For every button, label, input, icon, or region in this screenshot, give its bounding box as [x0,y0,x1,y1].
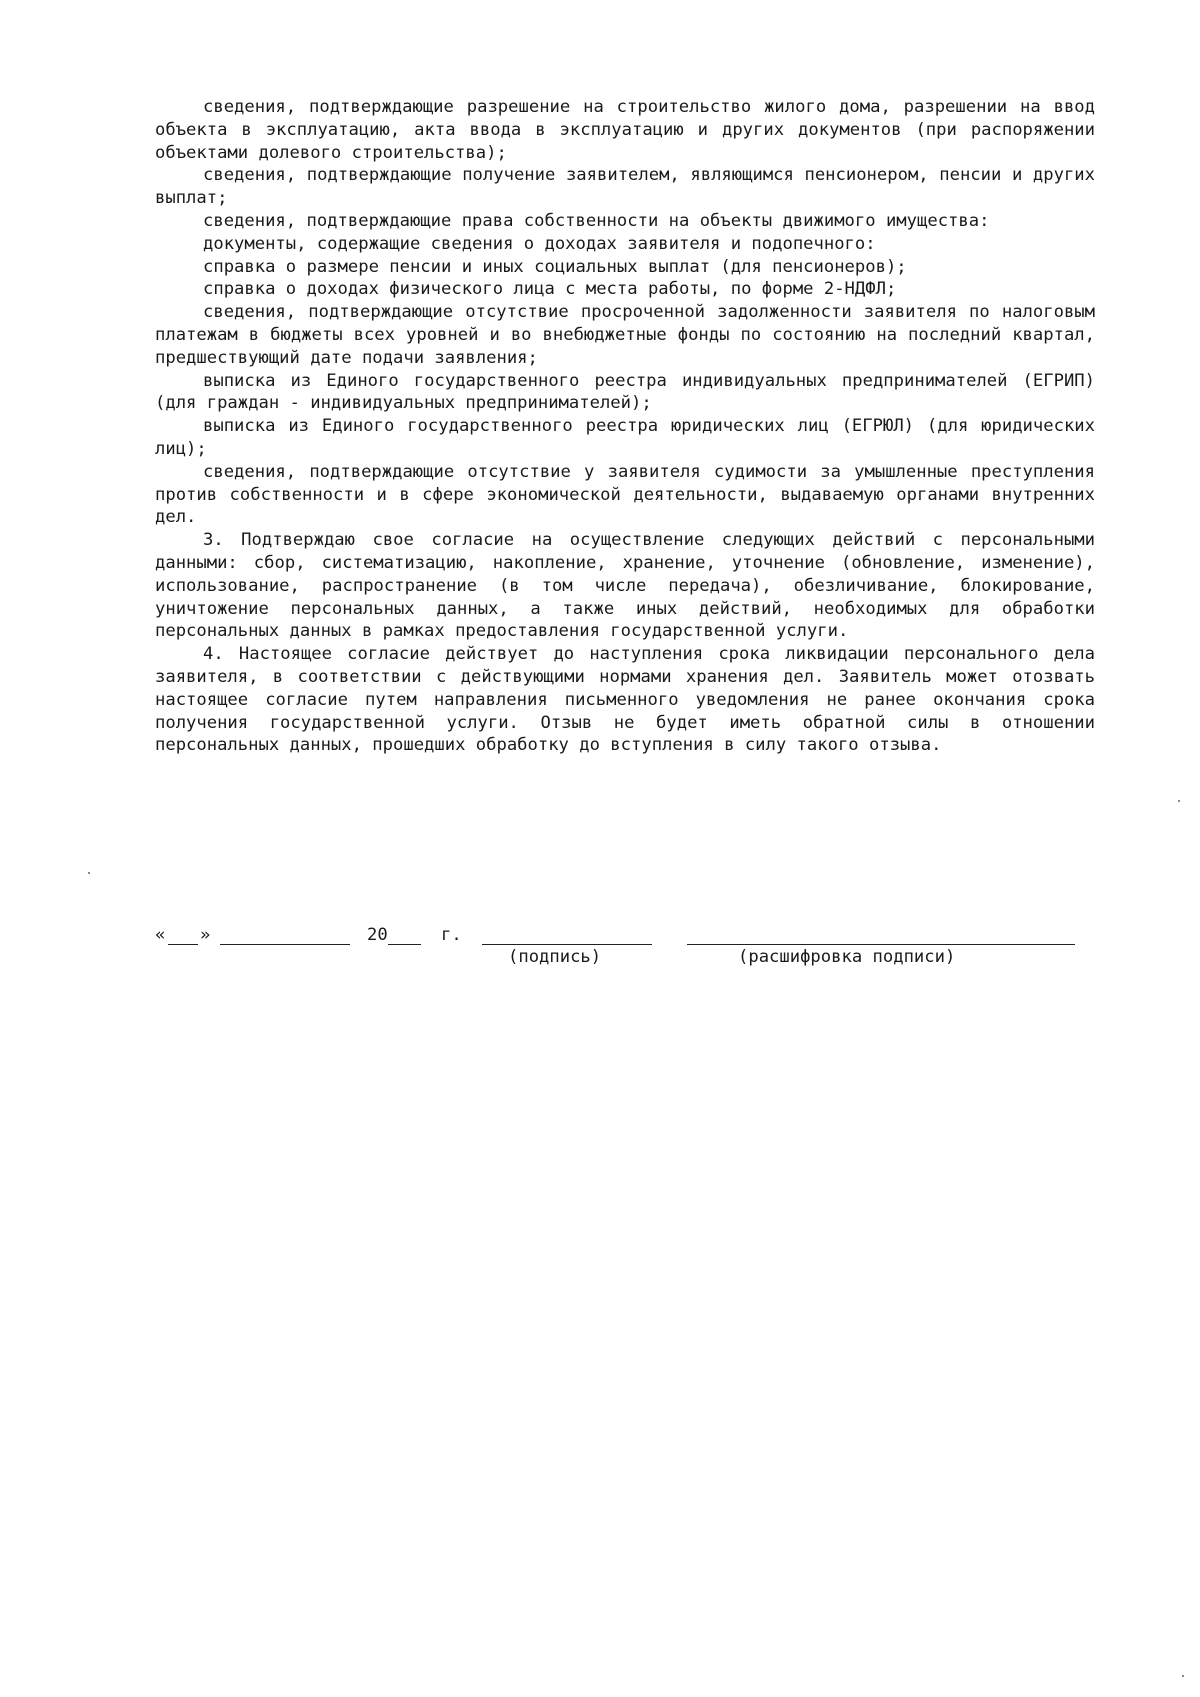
day-blank-line [168,944,198,945]
paragraph-consent-validity: 4. Настоящее согласие действует до наступления срока ликвидации персонального дела заявителя, в соответствии с действующими нормами хранения дел. Заявитель может отозвать настоящее согласие путем направления письменного уведомления не ранее окончания срока получения государственной услуги. Отзыв не будет иметь обратной силы в отношении персональных данных, прошедших обработку до вступления в силу такого отзыва. [155,644,1095,756]
paragraph-movable-property: сведения, подтверждающие права собственности на объекты движимого имущества: [203,210,990,231]
signature-blank-line [482,944,652,945]
scan-speck [88,872,90,874]
date-quote-open: « [155,925,166,945]
scan-speck [1178,800,1180,802]
year-blank-line [388,944,421,945]
paragraph-consent-actions: 3. Подтверждаю свое согласие на осуществление следующих действий с персональными данными: сбор, систематизацию, накопление, хранение, уточнение (обновление, изменение), использование, распространение (в том числе передача), обезличивание, блокирование, уничтожение персональных данных, а также иных действий, необходимых для обработки персональных данных в рамках предоставления государственной услуги. [155,530,1095,642]
paragraph-egrip-extract: выписка из Единого государственного реестра индивидуальных предпринимателей (ЕГРИП) (для граждан - индивидуальных предпринимателей); [155,370,1095,414]
paragraph-tax-debt: сведения, подтверждающие отсутствие просроченной задолженности заявителя по налоговым платежам в бюджеты всех уровней и во внебюджетные фонды по состоянию на последний квартал, предшествующий дате подачи заявления; [155,302,1095,368]
year-prefix: 20 [367,925,388,945]
signature-decode-caption: (расшифровка подписи) [738,947,956,967]
signature-caption: (подпись) [508,947,602,967]
date-quote-close: » [200,925,211,945]
document-body [155,96,1095,757]
paragraph-ndfl-certificate: справка о доходах физического лица с места работы, по форме 2-НДФЛ; [203,279,897,300]
signature-block [155,925,1095,985]
paragraph-income-documents: документы, содержащие сведения о доходах заявителя и подопечного: [203,233,876,254]
paragraph-pension-info: сведения, подтверждающие получение заявителем, являющимся пенсионером, пенсии и других выплат; [155,165,1095,209]
scan-speck [1182,1675,1184,1677]
paragraph-pension-certificate: справка о размере пенсии и иных социальных выплат (для пенсионеров); [203,256,907,277]
paragraph-criminal-record: сведения, подтверждающие отсутствие у заявителя судимости за умышленные преступления против собственности и в сфере экономической деятельности, выдаваемую органами внутренних дел. [155,461,1095,528]
year-suffix: г. [441,925,462,945]
paragraph-construction-permits: сведения, подтверждающие разрешение на строительство жилого дома, разрешении на ввод объекта в эксплуатацию, акта ввода в эксплуатацию и других документов (при распоряжении объектами долевого строительства); [155,97,1095,163]
month-blank-line [220,944,350,945]
signature-decode-blank-line [687,944,1075,945]
paragraph-egrul-extract: выписка из Единого государственного реестра юридических лиц (ЕГРЮЛ) (для юридических лиц); [155,416,1095,459]
